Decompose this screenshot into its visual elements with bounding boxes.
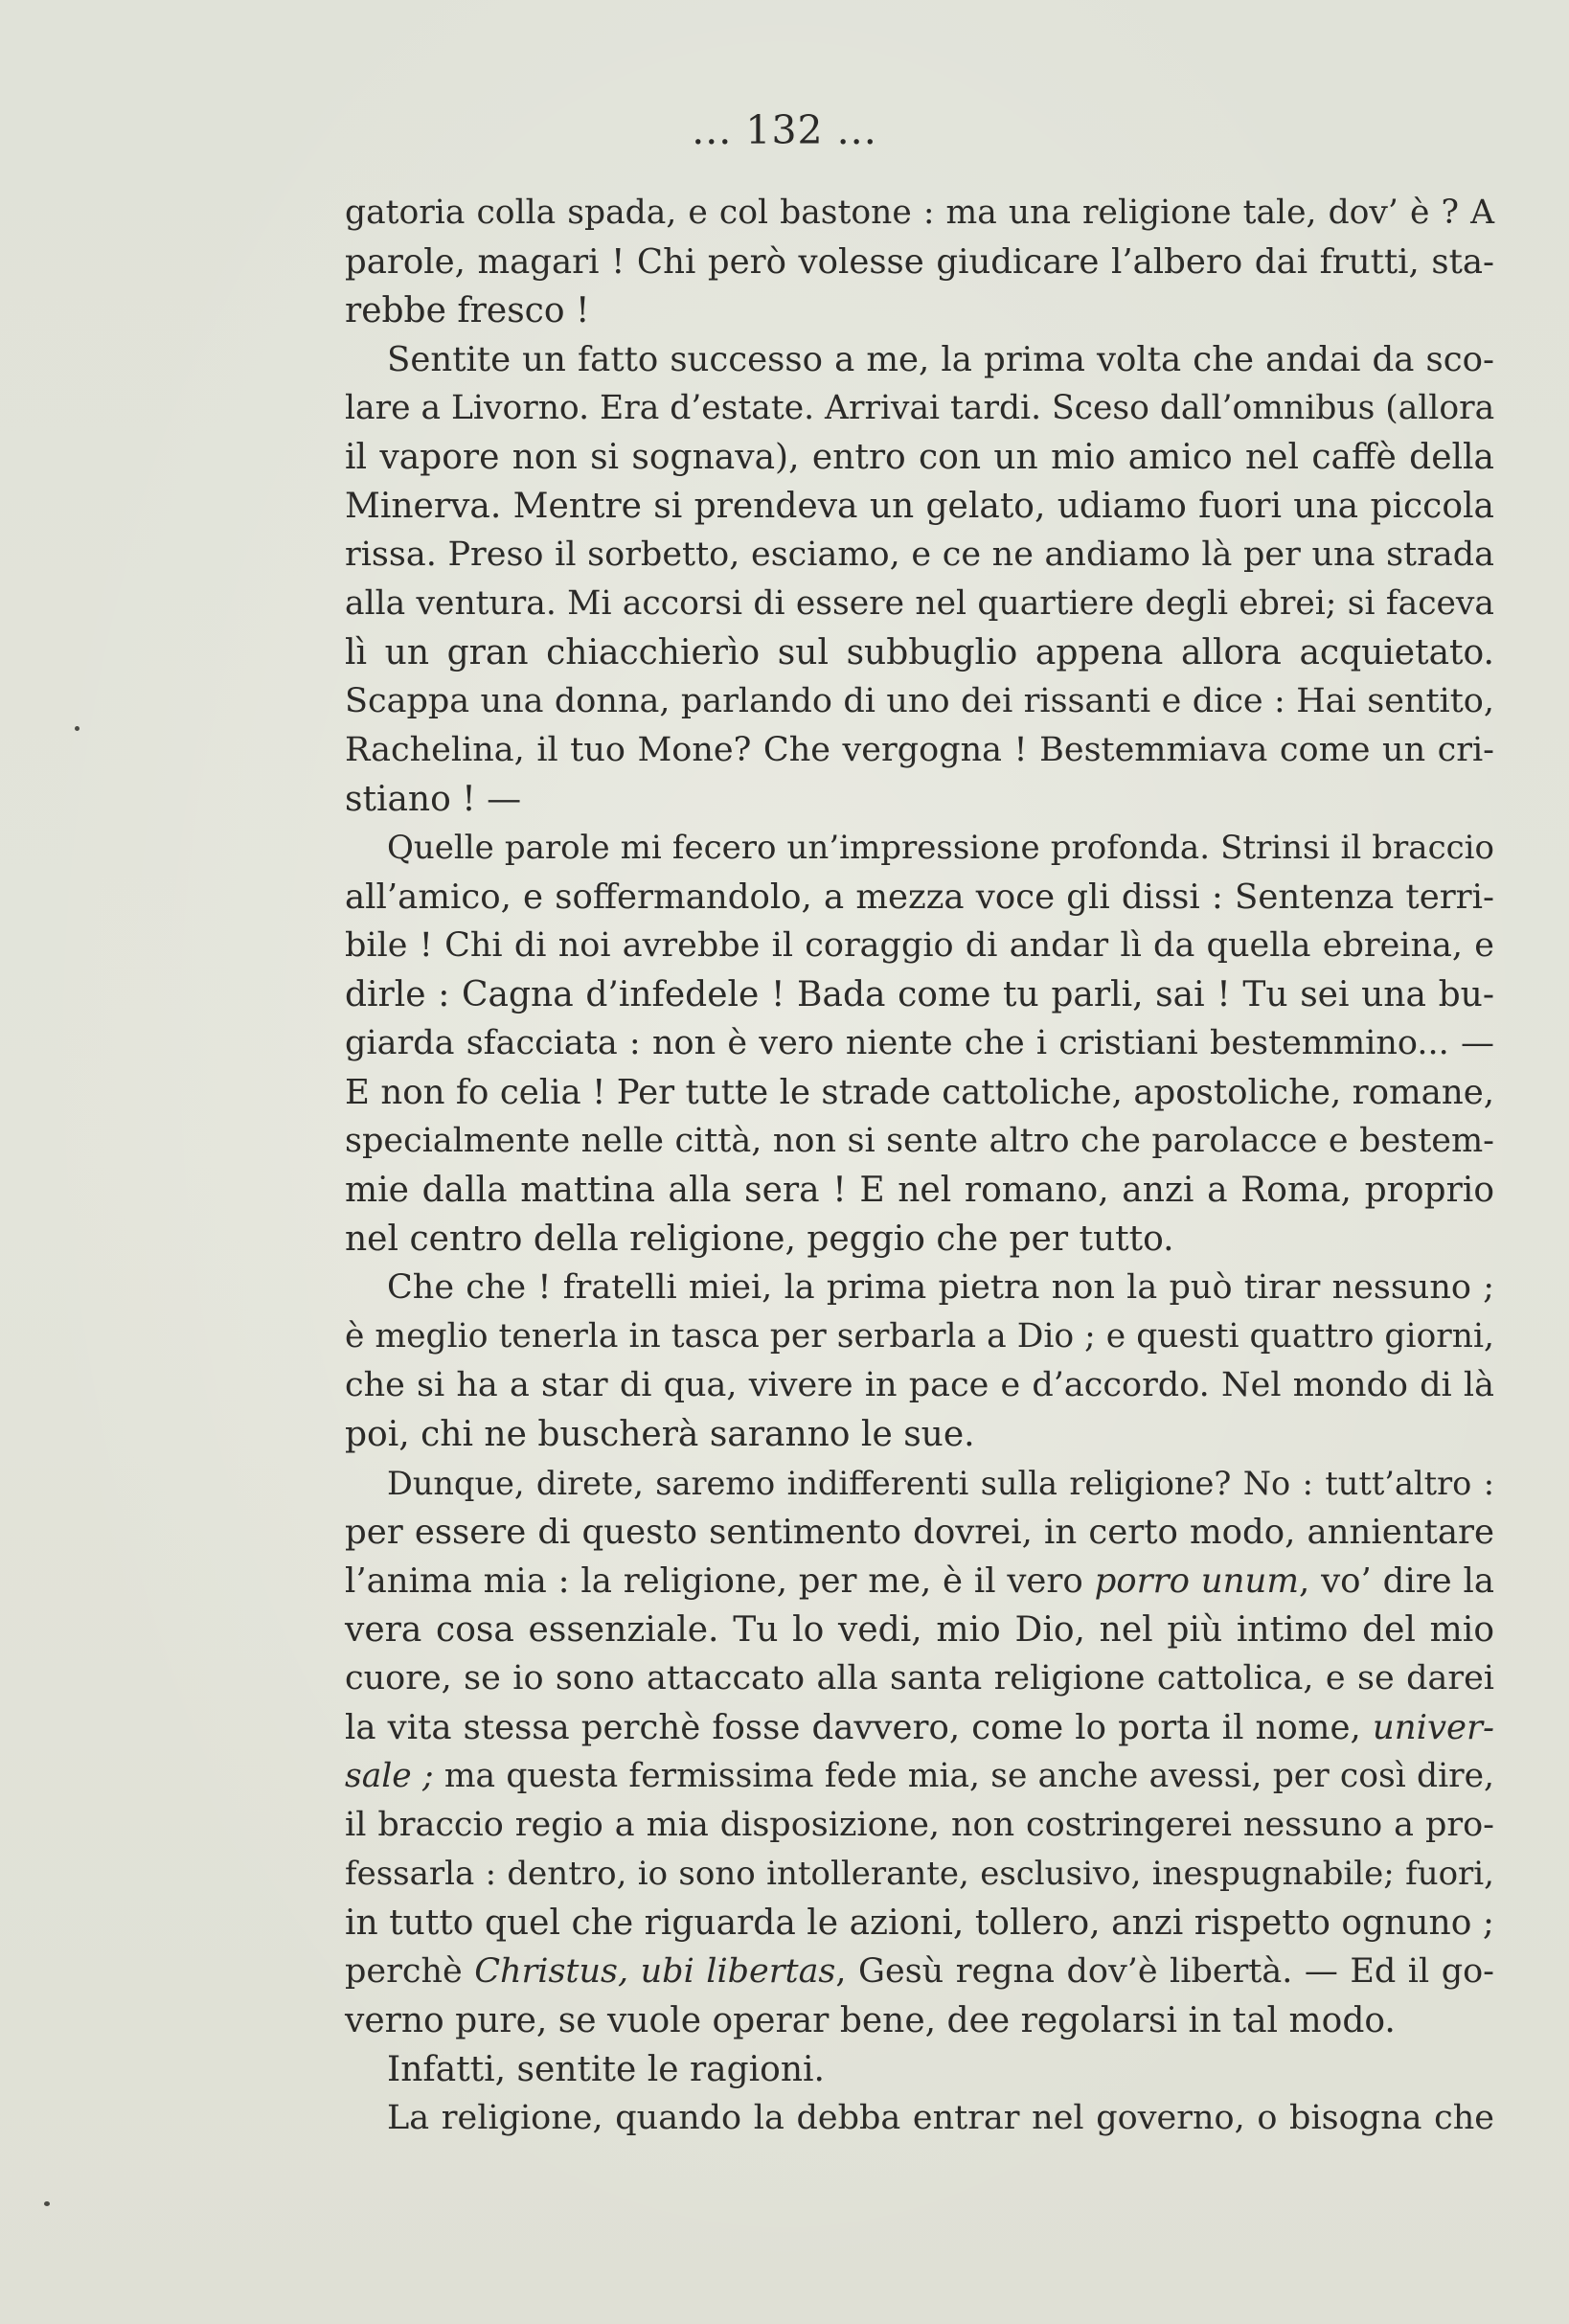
text-segment: la vita stessa perchè fosse davvero, come lo porta il nome, xyxy=(345,1708,1373,1747)
paper-speck xyxy=(75,726,80,731)
text-segment: , Gesù regna dov’è libertà. — Ed il go- xyxy=(835,1952,1495,1991)
text-line: che si ha a star di qua, vivere in pace e d’accordo. Nel mondo di là xyxy=(345,1366,1494,1404)
italic-segment: porro unum xyxy=(1094,1561,1300,1601)
text-line: La religione, quando la debba entrar nel governo, o bisogna che xyxy=(387,2099,1494,2137)
text-line: Minerva. Mentre si prendeva un gelato, udiamo fuori una piccola xyxy=(345,487,1494,526)
text-line xyxy=(345,1703,1494,1752)
page-body-text xyxy=(345,189,1494,2143)
text-line: dirle : Cagna d’infedele ! Bada come tu parli, sai ! Tu sei una bu- xyxy=(345,975,1494,1014)
text-line: giarda sfacciata : non è vero niente che i cristiani bestemmino... — xyxy=(345,1024,1494,1062)
text-line: gatoria colla spada, e col bastone : ma una religione tale, dov’ è ? A xyxy=(345,194,1494,232)
text-line: bile ! Chi di noi avrebbe il coraggio di andar lì da quella ebreina, e xyxy=(345,926,1494,965)
text-line: vera cosa essenziale. Tu lo vedi, mio Dio, nel più intimo del mio xyxy=(345,1610,1494,1650)
text-line: stiano ! — xyxy=(345,780,522,819)
text-line: rissa. Preso il sorbetto, esciamo, e ce ne andiamo là per una strada xyxy=(345,535,1494,574)
text-segment: ma questa fermissima fede mia, se anche avessi, per così dire, xyxy=(433,1757,1494,1795)
text-line: il braccio regio a mia disposizione, non costringerei nessuno a pro- xyxy=(345,1806,1494,1844)
italic-segment: Christus, ubi libertas xyxy=(474,1952,836,1991)
paper-speck xyxy=(44,2201,50,2206)
text-segment: , vo’ dire la xyxy=(1299,1561,1494,1601)
text-line: alla ventura. Mi accorsi di essere nel quartiere degli ebrei; si faceva xyxy=(345,584,1494,623)
text-line: Che che ! fratelli miei, la prima pietra non la può tirar nessuno ; xyxy=(387,1268,1494,1307)
text-line: lì un gran chiacchierìo sul subbuglio appena allora acquietato. xyxy=(345,633,1494,672)
page-number-header: ... 132 ... xyxy=(692,107,877,153)
text-line: Scappa una donna, parlando di uno dei rissanti e dice : Hai sentito, xyxy=(345,682,1494,720)
text-line: specialmente nelle città, non si sente altro che parolacce e bestem- xyxy=(345,1122,1494,1160)
text-line: rebbe fresco ! xyxy=(345,291,590,330)
text-line xyxy=(345,1557,1494,1606)
text-line: è meglio tenerla in tasca per serbarla a Dio ; e questi quattro giorni, xyxy=(345,1317,1494,1356)
text-line: E non fo celia ! Per tutte le strade cattoliche, apostoliche, romane, xyxy=(345,1073,1494,1112)
text-line: il vapore non si sognava), entro con un mio amico nel caffè della xyxy=(345,438,1494,477)
text-line: cuore, se io sono attaccato alla santa religione cattolica, e se darei xyxy=(345,1659,1494,1697)
text-line: poi, chi ne buscherà saranno le sue. xyxy=(345,1415,975,1454)
text-line: Infatti, sentite le ragioni. xyxy=(387,2050,825,2089)
text-line xyxy=(345,1948,1494,1996)
text-segment: l’anima mia : la religione, per me, è il vero xyxy=(345,1561,1095,1601)
italic-segment: univer- xyxy=(1372,1708,1494,1747)
text-line: parole, magari ! Chi però volesse giudicare l’albero dai frutti, sta- xyxy=(345,242,1494,282)
text-line: fessarla : dentro, io sono intollerante, esclusivo, inespugnabile; fuori, xyxy=(345,1855,1494,1893)
text-segment: perchè xyxy=(345,1952,475,1991)
text-line: Quelle parole mi fecero un’impressione profonda. Strinsi il braccio xyxy=(387,829,1494,867)
text-line: in tutto quel che riguarda le azioni, tollero, anzi rispetto ognuno ; xyxy=(345,1903,1494,1943)
text-line: lare a Livorno. Era d’estate. Arrivai tardi. Sceso dall’omnibus (allora xyxy=(345,389,1495,427)
text-line: Rachelina, il tuo Mone? Che vergogna ! Bestemmiava come un cri- xyxy=(345,731,1494,769)
text-line: Sentite un fatto successo a me, la prima volta che andai da sco- xyxy=(387,340,1494,379)
text-line: all’amico, e soffermandolo, a mezza voce gli dissi : Sentenza terri- xyxy=(345,877,1494,917)
text-line: nel centro della religione, peggio che per tutto. xyxy=(345,1219,1174,1259)
text-line: mie dalla mattina alla sera ! E nel romano, anzi a Roma, proprio xyxy=(345,1171,1494,1210)
text-line: per essere di questo sentimento dovrei, in certo modo, annientare xyxy=(345,1513,1494,1552)
text-line: verno pure, se vuole operar bene, dee regolarsi in tal modo. xyxy=(345,2001,1396,2040)
italic-segment: sale ; xyxy=(345,1757,434,1795)
text-line: Dunque, direte, saremo indifferenti sulla religione? No : tutt’altro : xyxy=(387,1465,1494,1502)
text-line xyxy=(345,1752,1494,1801)
